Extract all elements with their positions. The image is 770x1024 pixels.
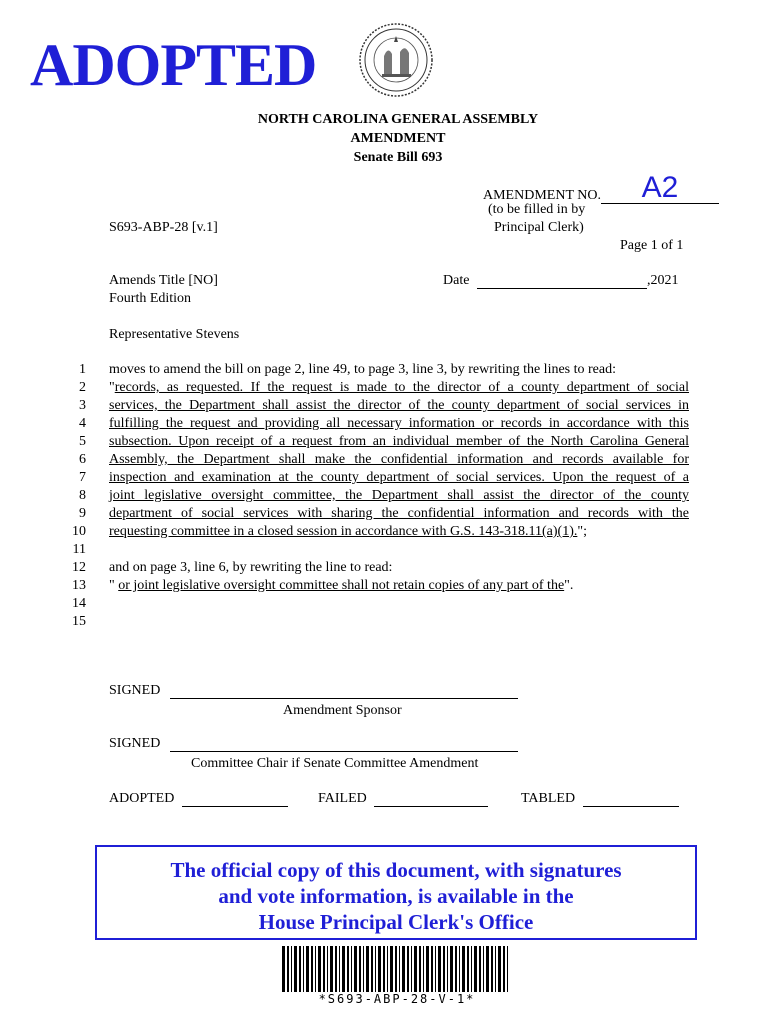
barcode-bar bbox=[282, 946, 285, 992]
line-number: 7 bbox=[79, 470, 86, 485]
barcode-bar bbox=[426, 946, 429, 992]
signature-row-2 bbox=[109, 736, 518, 752]
barcode-bar bbox=[303, 946, 304, 992]
vote-failed bbox=[318, 791, 488, 807]
committee-caption: Committee Chair if Senate Committee Amendment bbox=[191, 756, 479, 771]
line-number: 4 bbox=[79, 416, 86, 431]
line-number: 14 bbox=[72, 596, 86, 611]
barcode-bar bbox=[347, 946, 349, 992]
vote-tabled bbox=[521, 791, 679, 807]
edition: Fourth Edition bbox=[109, 291, 192, 306]
vote-adopted bbox=[109, 791, 288, 807]
barcode-bar bbox=[467, 946, 469, 992]
barcode-bar bbox=[375, 946, 376, 992]
signed-label-1: SIGNED bbox=[109, 683, 161, 698]
body-line bbox=[109, 577, 689, 595]
body-line-text: joint legislative oversight committee, the Department shall assist the director of the county bbox=[109, 488, 689, 503]
draft-id: S693-ABP-28 [v.1] bbox=[109, 220, 218, 235]
body-line-text: department of social services with sharing the confidential information and records with the bbox=[109, 506, 689, 521]
tabled-label: TABLED bbox=[521, 791, 576, 806]
body-line-text: or joint legislative oversight committee shall not retain copies of any part of the bbox=[118, 578, 565, 593]
barcode-bar bbox=[495, 946, 496, 992]
barcode-text: *S693-ABP-28-V-1* bbox=[318, 992, 476, 1006]
line-number: 5 bbox=[79, 434, 86, 449]
barcode-bar bbox=[354, 946, 357, 992]
barcode-bar bbox=[455, 946, 457, 992]
notice-line-1: The official copy of this document, with signatures bbox=[170, 858, 622, 882]
barcode-bar bbox=[503, 946, 505, 992]
adopted-label: ADOPTED bbox=[109, 791, 175, 806]
body-line-suffix: ". bbox=[564, 578, 574, 593]
barcode-bar bbox=[351, 946, 352, 992]
date-field bbox=[443, 273, 678, 289]
barcode-bar bbox=[431, 946, 433, 992]
assembly-name: NORTH CAROLINA GENERAL ASSEMBLY bbox=[257, 112, 539, 127]
barcode-bar bbox=[378, 946, 381, 992]
barcode-bar bbox=[419, 946, 421, 992]
amendment-note-1: (to be filled in by bbox=[488, 202, 586, 217]
body-line-text: fulfilling the request and providing all necessary information or records in accordance with this bbox=[109, 416, 689, 431]
state-seal-icon bbox=[358, 22, 434, 98]
barcode-bar bbox=[291, 946, 292, 992]
barcode-bar bbox=[459, 946, 460, 992]
barcode-bar bbox=[335, 946, 337, 992]
barcode-bar bbox=[462, 946, 465, 992]
body-line bbox=[109, 361, 689, 379]
body-line bbox=[109, 559, 689, 577]
body-line bbox=[109, 505, 689, 523]
barcode-bar bbox=[402, 946, 405, 992]
signed-label-2: SIGNED bbox=[109, 736, 161, 751]
body-line-text: subsection. Upon receipt of a request from an individual member of the North Carolina General bbox=[109, 434, 689, 449]
adopted-stamp: ADOPTED bbox=[30, 32, 317, 98]
line-number: 15 bbox=[72, 614, 86, 629]
barcode-bar bbox=[315, 946, 316, 992]
line-number: 10 bbox=[72, 524, 86, 539]
line-number: 3 bbox=[79, 398, 86, 413]
body-line bbox=[109, 379, 689, 397]
barcode-bar bbox=[327, 946, 328, 992]
barcode-bar bbox=[474, 946, 477, 992]
body-line bbox=[109, 487, 689, 505]
body-line bbox=[109, 451, 689, 469]
barcode-bar bbox=[443, 946, 445, 992]
barcode-bar bbox=[339, 946, 340, 992]
body-line-text: and on page 3, line 6, by rewriting the line to read: bbox=[109, 560, 393, 575]
sponsor-caption: Amendment Sponsor bbox=[283, 703, 402, 718]
official-copy-notice bbox=[95, 845, 697, 940]
barcode bbox=[282, 946, 512, 992]
line-number: 2 bbox=[79, 380, 86, 395]
failed-label: FAILED bbox=[318, 791, 367, 806]
signature-line-2 bbox=[170, 737, 518, 752]
line-number: 8 bbox=[79, 488, 86, 503]
barcode-bar bbox=[414, 946, 417, 992]
signature-line-1 bbox=[170, 684, 518, 699]
amendment-number-box bbox=[601, 173, 719, 204]
barcode-bar bbox=[330, 946, 333, 992]
barcode-bar bbox=[479, 946, 481, 992]
barcode-bar bbox=[395, 946, 397, 992]
barcode-bar bbox=[311, 946, 313, 992]
barcode-bar bbox=[435, 946, 436, 992]
line-number: 9 bbox=[79, 506, 86, 521]
barcode-bar bbox=[407, 946, 409, 992]
barcode-bar bbox=[411, 946, 412, 992]
body-line bbox=[109, 415, 689, 433]
line-number: 12 bbox=[72, 560, 86, 575]
barcode-bar bbox=[366, 946, 369, 992]
body-line-text: moves to amend the bill on page 2, line 49, to page 3, line 3, by rewriting the lines to read: bbox=[109, 362, 616, 377]
barcode-bar bbox=[287, 946, 289, 992]
body-line bbox=[109, 433, 689, 451]
barcode-bar bbox=[438, 946, 441, 992]
line-number: 13 bbox=[72, 578, 86, 593]
date-line bbox=[477, 274, 647, 289]
amendment-number-label: AMENDMENT NO. bbox=[483, 188, 601, 203]
date-label: Date bbox=[443, 273, 470, 288]
notice-line-2: and vote information, is available in the bbox=[218, 884, 574, 908]
barcode-bar bbox=[371, 946, 373, 992]
body-line-text: records, as requested. If the request is made to the director of a county department of social bbox=[114, 380, 689, 395]
barcode-bar bbox=[383, 946, 385, 992]
barcode-bar bbox=[399, 946, 400, 992]
body-line-text: inspection and examination at the county department of social services. Upon the request of a bbox=[109, 470, 689, 485]
body-line-text: services, the Department shall assist the director of the county department of social services in bbox=[109, 398, 689, 413]
amendment-number-value: A2 bbox=[641, 171, 679, 204]
barcode-bar bbox=[491, 946, 493, 992]
barcode-bar bbox=[450, 946, 453, 992]
barcode-bar bbox=[486, 946, 489, 992]
date-year: ,2021 bbox=[646, 273, 679, 288]
line-number: 11 bbox=[72, 542, 86, 557]
barcode-bar bbox=[447, 946, 448, 992]
barcode-bar bbox=[359, 946, 361, 992]
body-line bbox=[109, 523, 689, 541]
amends-title: Amends Title [NO] bbox=[109, 273, 218, 288]
barcode-bar bbox=[318, 946, 321, 992]
barcode-bar bbox=[498, 946, 501, 992]
line-number: 6 bbox=[79, 452, 86, 467]
sponsor-name: Representative Stevens bbox=[109, 327, 240, 342]
tabled-line bbox=[583, 792, 679, 807]
barcode-bar bbox=[483, 946, 484, 992]
body-line-text: requesting committee in a closed session in accordance with G.S. 143-318.11(a)(1). bbox=[109, 524, 578, 539]
barcode-bar bbox=[423, 946, 424, 992]
barcode-bar bbox=[471, 946, 472, 992]
body-line-text: Assembly, the Department shall make the confidential information and records available for bbox=[109, 452, 689, 467]
bill-number: Senate Bill 693 bbox=[353, 150, 443, 165]
amendment-note-2: Principal Clerk) bbox=[494, 220, 584, 235]
barcode-bar bbox=[507, 946, 508, 992]
barcode-bar bbox=[363, 946, 364, 992]
page-number: Page 1 of 1 bbox=[620, 238, 684, 253]
barcode-bar bbox=[306, 946, 309, 992]
failed-line bbox=[374, 792, 488, 807]
body-line-prefix: " bbox=[109, 380, 115, 395]
body-line-suffix: "; bbox=[577, 524, 587, 539]
body-line bbox=[109, 469, 689, 487]
document-type: AMENDMENT bbox=[350, 131, 446, 146]
notice-line-3: House Principal Clerk's Office bbox=[258, 910, 534, 934]
line-number: 1 bbox=[79, 362, 86, 377]
amendment-number-field bbox=[483, 173, 719, 204]
barcode-bar bbox=[387, 946, 388, 992]
body-line-prefix: " bbox=[109, 578, 119, 593]
barcode-bar bbox=[323, 946, 325, 992]
adopted-line bbox=[182, 792, 288, 807]
barcode-bar bbox=[342, 946, 345, 992]
body-line bbox=[109, 397, 689, 415]
barcode-bar bbox=[299, 946, 301, 992]
signature-row-1 bbox=[109, 683, 518, 699]
barcode-bar bbox=[294, 946, 297, 992]
barcode-bar bbox=[390, 946, 393, 992]
